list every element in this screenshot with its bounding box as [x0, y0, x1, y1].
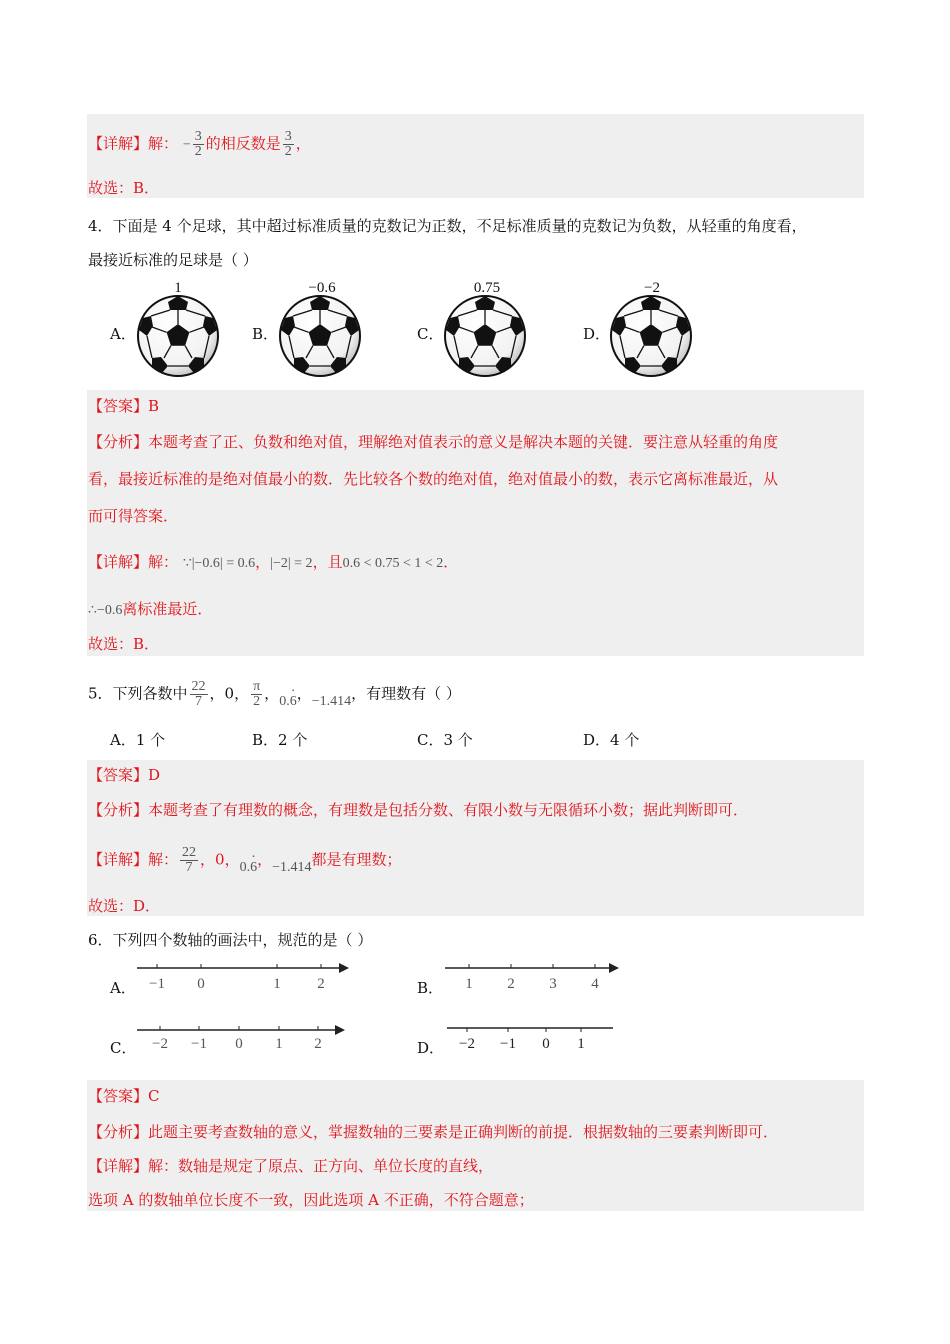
conjunction: ，且 [312, 553, 343, 571]
q6-detail [88, 1156, 493, 1176]
soccer-ball-icon[interactable] [136, 294, 220, 382]
q4-therefore-line [88, 599, 212, 621]
tick-label: 0 [197, 976, 205, 992]
analysis-text: 此题主要考查数轴的意义，掌握数轴的三要素是正确判断的前提．根据数轴的三要素判断即可． [148, 1123, 779, 1141]
negative-sign: − [182, 137, 191, 153]
q4-option-c-letter[interactable]: C． [417, 325, 444, 343]
tick-label: 1 [275, 1036, 283, 1052]
q4-option-a-letter[interactable]: A． [110, 325, 136, 343]
option-letter: B． [252, 731, 279, 749]
q5-option-b[interactable] [252, 730, 307, 750]
q4-detail-line [88, 552, 458, 574]
negative-number: −1.414 [272, 859, 312, 875]
q5-answer [88, 765, 160, 785]
soccer-ball-value: −2 [644, 280, 660, 296]
option-text: 3 个 [443, 731, 473, 749]
answer-tag: 【答案】 [88, 397, 149, 415]
tick-label: 2 [507, 976, 515, 992]
answer-value: C [148, 1087, 160, 1105]
q6-option-c-letter[interactable]: C． [110, 1039, 137, 1057]
inequality: 0.6 < 0.75 < 1 < 2 [342, 556, 444, 571]
fraction-numerator: 22 [182, 845, 197, 860]
number-line-b[interactable] [443, 958, 628, 998]
analysis-tag: 【分析】 [88, 433, 149, 451]
q3-detail-line [88, 130, 311, 159]
number-line-c[interactable] [135, 1020, 350, 1060]
tick-label: 1 [465, 976, 473, 992]
q4-option-b-letter[interactable]: B． [252, 325, 279, 343]
q5-conclusion: 故选：D． [88, 897, 161, 915]
soccer-ball-icon[interactable] [609, 294, 693, 382]
stem-suffix: ，有理数有（ ） [351, 684, 461, 703]
answer-value: B [148, 397, 160, 415]
option-letter: C． [417, 731, 444, 749]
detail-prefix: 解： [148, 134, 179, 153]
soccer-ball-icon[interactable] [278, 294, 362, 382]
tick-label: −1 [149, 976, 165, 992]
detail-tag: 【详解】 [88, 553, 149, 571]
fraction-numerator: 3 [194, 129, 202, 144]
therefore-symbol: ∴ [88, 603, 97, 618]
fraction-denominator: 2 [251, 694, 262, 709]
number-line-a[interactable] [135, 958, 355, 998]
comma: ， [255, 553, 271, 571]
fraction-denominator: 2 [194, 144, 202, 159]
option-letter: D． [583, 731, 611, 749]
q6-option-b-letter[interactable]: B． [417, 979, 444, 997]
tick-label: −2 [152, 1036, 168, 1052]
q4-stem-line1: 4．下面是 4 个足球，其中超过标准质量的克数记为正数，不足标准质量的克数记为负数，从轻重的角度看， [88, 217, 807, 235]
q4-answer [88, 396, 159, 416]
answer-value: D [148, 766, 161, 784]
answer-tag: 【答案】 [88, 766, 149, 784]
q5-option-a[interactable] [110, 730, 165, 750]
q6-answer [88, 1086, 160, 1106]
abs-expression-1: |−0.6| = 0.6 [191, 556, 256, 571]
q6-detail-line2: 选项 A 的数轴单位长度不一致，因此选项 A 不正确，不符合题意； [88, 1191, 534, 1209]
fraction-neg [193, 130, 204, 159]
separator: ，0， [200, 850, 240, 869]
analysis-text: 本题考查了正、负数和绝对值，理解绝对值表示的意义是解决本题的关键．要注意从轻重的角度 [148, 433, 779, 451]
tick-label: 1 [273, 976, 281, 992]
fraction-denominator: 7 [185, 860, 193, 875]
separator: ， [264, 684, 280, 703]
q6-option-d-letter[interactable]: D． [417, 1039, 445, 1057]
q4-analysis-line3: 而可得答案． [88, 507, 179, 525]
analysis-tag: 【分析】 [88, 801, 149, 819]
tick-label: 0 [235, 1036, 243, 1052]
tick-label: −1 [500, 1036, 516, 1052]
q4-option-d-letter[interactable]: D． [583, 325, 611, 343]
analysis-text: 本题考查了有理数的概念，有理数是包括分数、有限小数与无限循环小数；据此判断即可． [148, 801, 749, 819]
q5-option-d[interactable] [583, 730, 639, 750]
tick-label: 1 [577, 1036, 585, 1052]
because-symbol: ∵ [182, 556, 192, 571]
separator: ， [296, 684, 312, 703]
q5-option-c[interactable] [417, 730, 473, 750]
detail-text: 都是有理数； [311, 850, 402, 869]
number-line-d[interactable] [445, 1020, 617, 1060]
repeating-decimal: 0.· 6 [279, 694, 297, 709]
stem-prefix: 5．下列各数中 [88, 684, 188, 703]
fraction-numerator: 3 [284, 129, 292, 144]
period: ． [443, 553, 459, 571]
separator: ， [257, 850, 273, 869]
q4-analysis-line1 [88, 432, 778, 452]
q5-detail [88, 846, 402, 875]
detail-tag: 【详解】 [88, 850, 149, 869]
analysis-tag: 【分析】 [88, 1123, 149, 1141]
fraction-numerator: π [253, 679, 261, 694]
detail-text: 解：数轴是规定了原点、正方向、单位长度的直线， [148, 1157, 494, 1175]
repeating-decimal: 0.· 6 [240, 860, 258, 875]
detail-tail: ， [295, 134, 311, 153]
q6-analysis [88, 1122, 778, 1142]
tick-label: 0 [542, 1036, 550, 1052]
q5-stem [88, 680, 461, 709]
tick-label: 2 [314, 1036, 322, 1052]
separator: ，0， [209, 684, 250, 703]
detail-text: 的相反数是 [205, 134, 281, 153]
soccer-ball-icon[interactable] [443, 294, 527, 382]
answer-tag: 【答案】 [88, 1087, 149, 1105]
soccer-ball-value: −0.6 [308, 280, 336, 296]
q4-stem-line2: 最接近标准的足球是（ ） [88, 251, 258, 269]
fraction-denominator: 7 [195, 694, 203, 709]
tick-label: 3 [549, 976, 557, 992]
q4-analysis-line2: 看，最接近标准的是绝对值最小的数．先比较各个数的绝对值，绝对值最小的数，表示它离标准最近，从 [88, 470, 779, 488]
tick-label: −2 [459, 1036, 475, 1052]
abs-expression-2: |−2| = 2 [270, 556, 313, 571]
fraction-pos [283, 130, 294, 159]
option-letter: A． [110, 731, 136, 749]
q5-analysis [88, 800, 748, 820]
tick-label: 2 [317, 976, 325, 992]
q3-conclusion: 故选：B． [88, 179, 160, 197]
soccer-ball-value: 0.75 [473, 280, 501, 296]
q5-solution-panel [87, 760, 864, 916]
tick-label: −1 [191, 1036, 207, 1052]
option-text: 2 个 [278, 731, 308, 749]
q6-stem: 6．下列四个数轴的画法中，规范的是（ ） [88, 931, 373, 949]
detail-prefix: 解： [148, 553, 179, 571]
closest-text: 离标准最近． [122, 600, 213, 618]
option-text: 1 个 [135, 731, 166, 749]
negative-number: −1.414 [311, 693, 352, 709]
detail-tag: 【详解】 [88, 1157, 149, 1175]
q4-conclusion: 故选：B． [88, 635, 160, 653]
fraction-22-7 [180, 846, 198, 875]
fraction-numerator: 22 [191, 679, 206, 694]
fraction-pi-2 [251, 680, 262, 709]
closest-value: −0.6 [96, 603, 123, 618]
fraction-denominator: 2 [284, 144, 292, 159]
soccer-ball-value: 1 [174, 280, 182, 296]
tick-label: 4 [591, 976, 599, 992]
option-text: 4 个 [610, 731, 640, 749]
q6-option-a-letter[interactable]: A． [110, 979, 136, 997]
detail-tag: 【详解】 [88, 134, 149, 153]
fraction-22-7 [190, 680, 208, 709]
detail-prefix: 解： [148, 850, 179, 869]
